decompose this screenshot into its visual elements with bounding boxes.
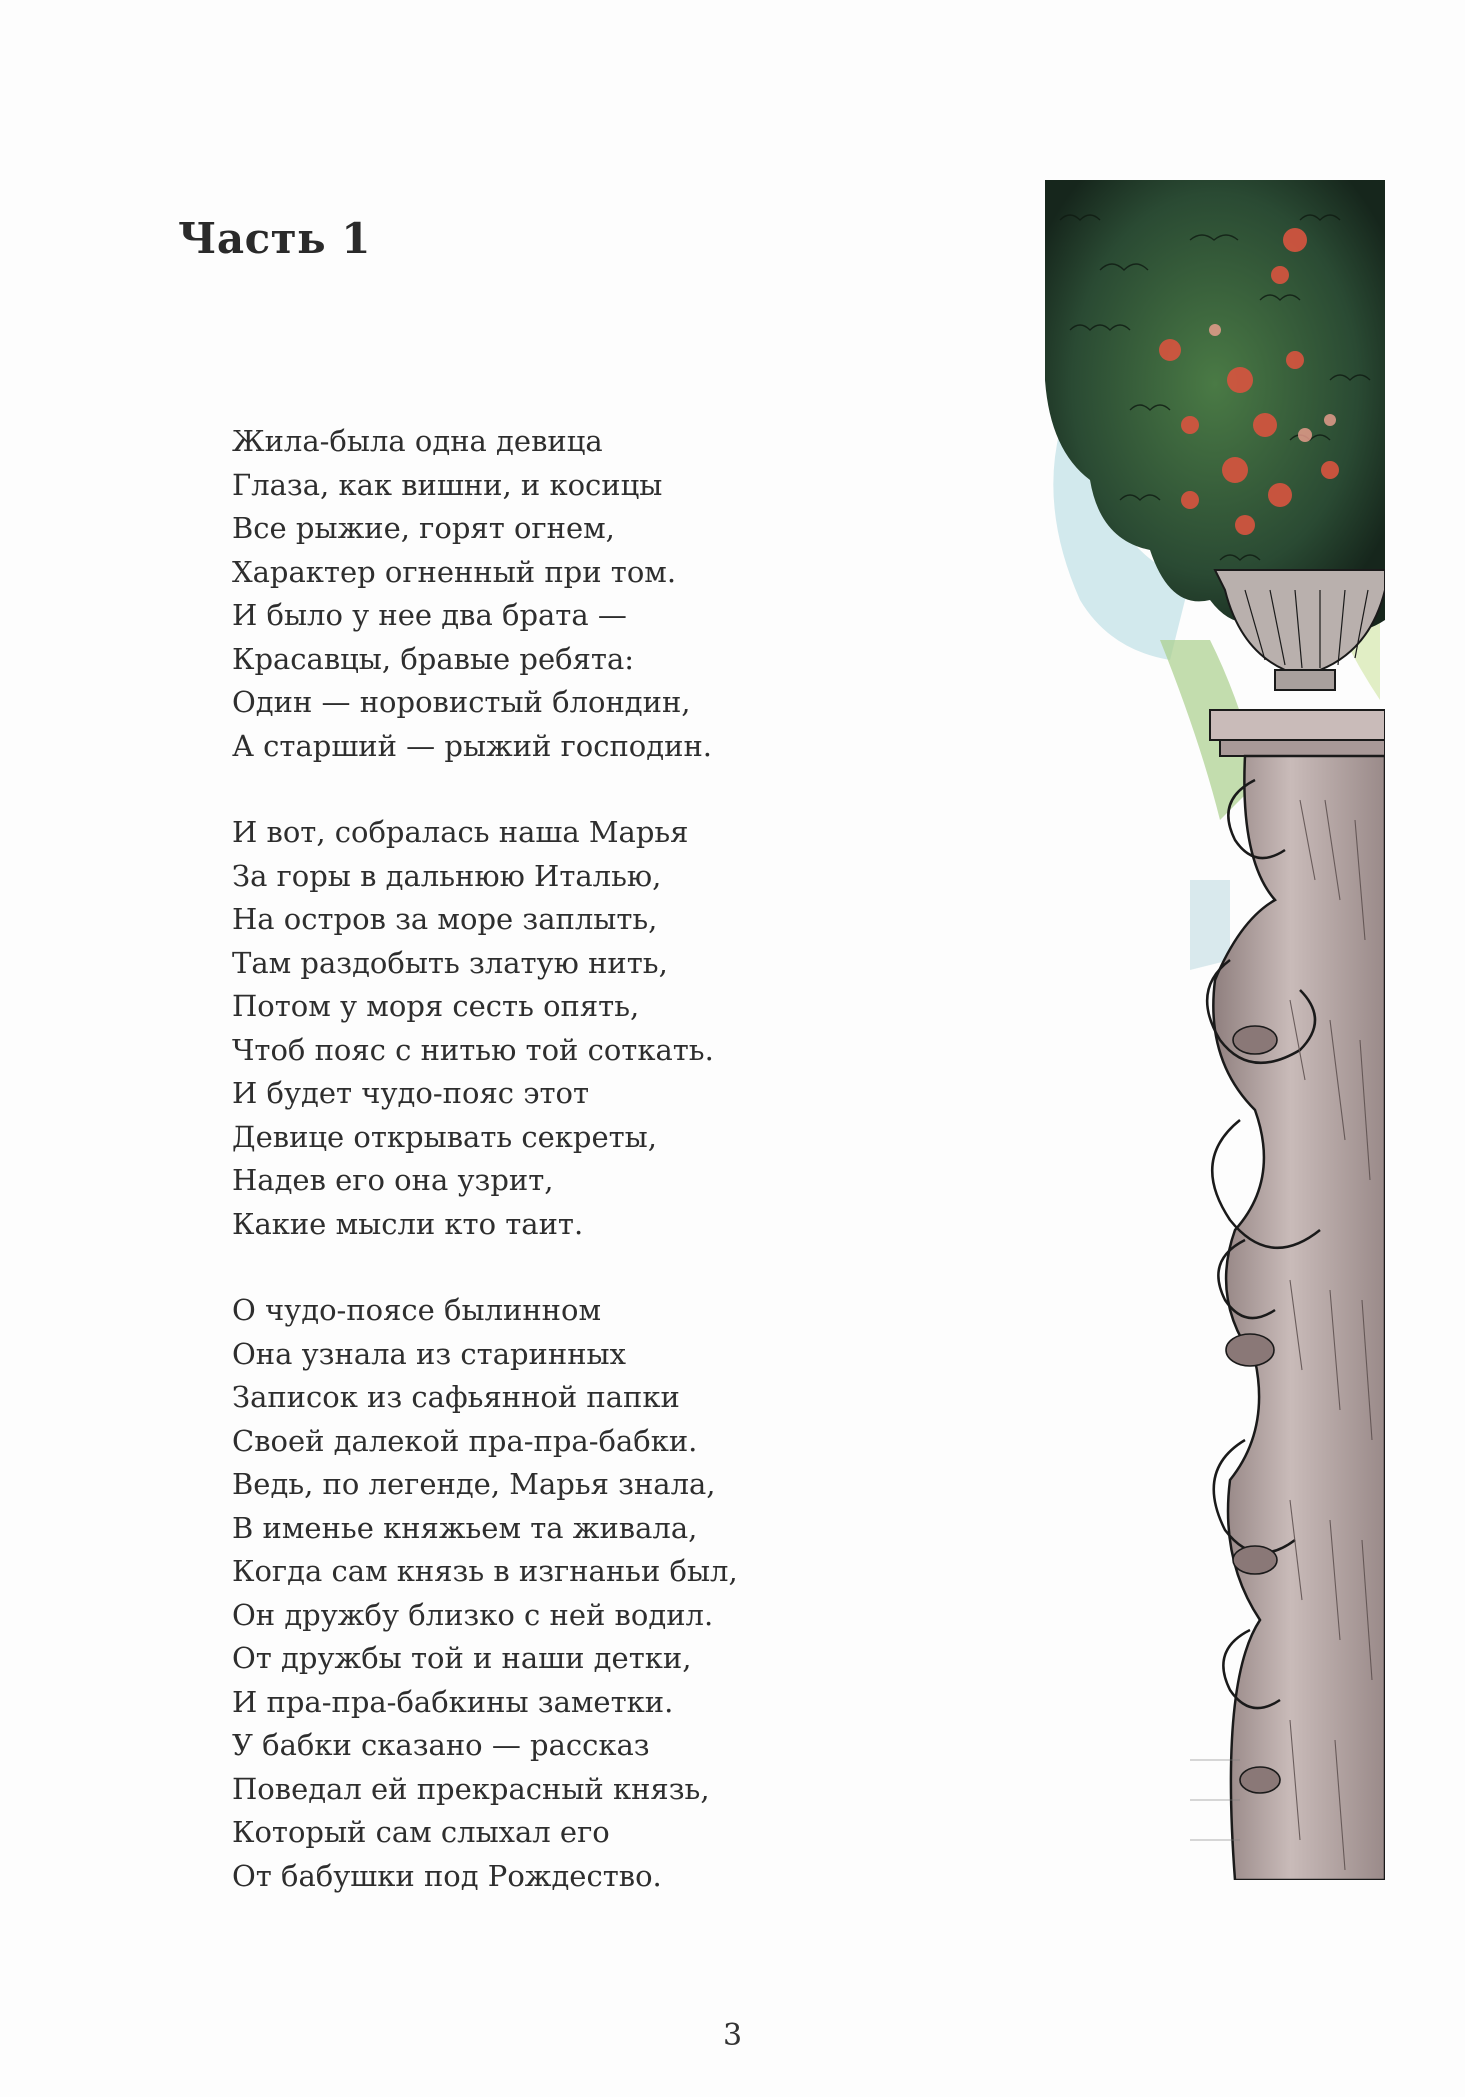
poem-line: И будет чудо-пояс этот [232, 1076, 589, 1110]
poem [232, 420, 852, 1941]
poem-line: Девице открывать секреты, [232, 1119, 657, 1154]
balustrade-drawing [1040, 180, 1385, 1880]
poem-line: Когда сам князь в изгнаньи был, [232, 1554, 738, 1588]
poem-line: И пра-пра-бабкины заметки. [232, 1684, 674, 1719]
poem-line: За горы в дальнюю Италью, [232, 858, 662, 893]
poem-line: Он дружбу близко с ней водил. [232, 1597, 714, 1632]
poem-line: И вот, собралась наша Марья [232, 815, 689, 849]
poem-line: Один — норовистый блондин, [232, 685, 691, 719]
poem-line: Потом у моря сесть опять, [232, 989, 640, 1023]
poem-line: Глаза, как вишни, и косицы [232, 467, 663, 502]
poem-line: Жила-была одна девица [232, 424, 603, 458]
poem-line: Чтоб пояс с нитью той соткать. [232, 1032, 714, 1067]
poem-line: У бабки сказано — рассказ [232, 1728, 650, 1762]
poem-line: О чудо-поясе былинном [232, 1293, 602, 1327]
poem-line: А старший — рыжий господин. [232, 728, 712, 763]
page-number: 3 [722, 2018, 743, 2053]
poem-line: Какие мысли кто таит. [232, 1206, 584, 1241]
poem-line: Надев его она узрит, [232, 1163, 554, 1197]
balustrade-illustration [1040, 180, 1385, 1880]
poem-line: И было у нее два брата — [232, 598, 627, 632]
poem-line: От дружбы той и наши детки, [232, 1641, 692, 1675]
poem-line: На остров за море заплыть, [232, 902, 658, 936]
poem-line: Который сам слыхал его [232, 1815, 610, 1849]
poem-line: Поведал ей прекрасный князь, [232, 1771, 710, 1806]
poem-line: Записок из сафьянной папки [232, 1380, 680, 1414]
stanza [232, 811, 852, 1246]
poem-line: От бабушки под Рождество. [232, 1858, 662, 1893]
poem-line: В именье княжьем та живала, [232, 1510, 698, 1545]
poem-line: Она узнала из старинных [232, 1336, 626, 1371]
poem-line: Характер огненный при том. [232, 554, 677, 589]
poem-line: Там раздобыть златую нить, [232, 945, 668, 980]
stanza [232, 420, 852, 768]
poem-line: Красавцы, бравые ребята: [232, 641, 635, 676]
poem-line: Своей далекой пра-пра-бабки. [232, 1423, 698, 1458]
poem-line: Ведь, по легенде, Марья знала, [232, 1467, 716, 1501]
stanza [232, 1289, 852, 1898]
chapter-heading: Часть 1 [178, 214, 372, 263]
poem-line: Все рыжие, горят огнем, [232, 511, 615, 545]
